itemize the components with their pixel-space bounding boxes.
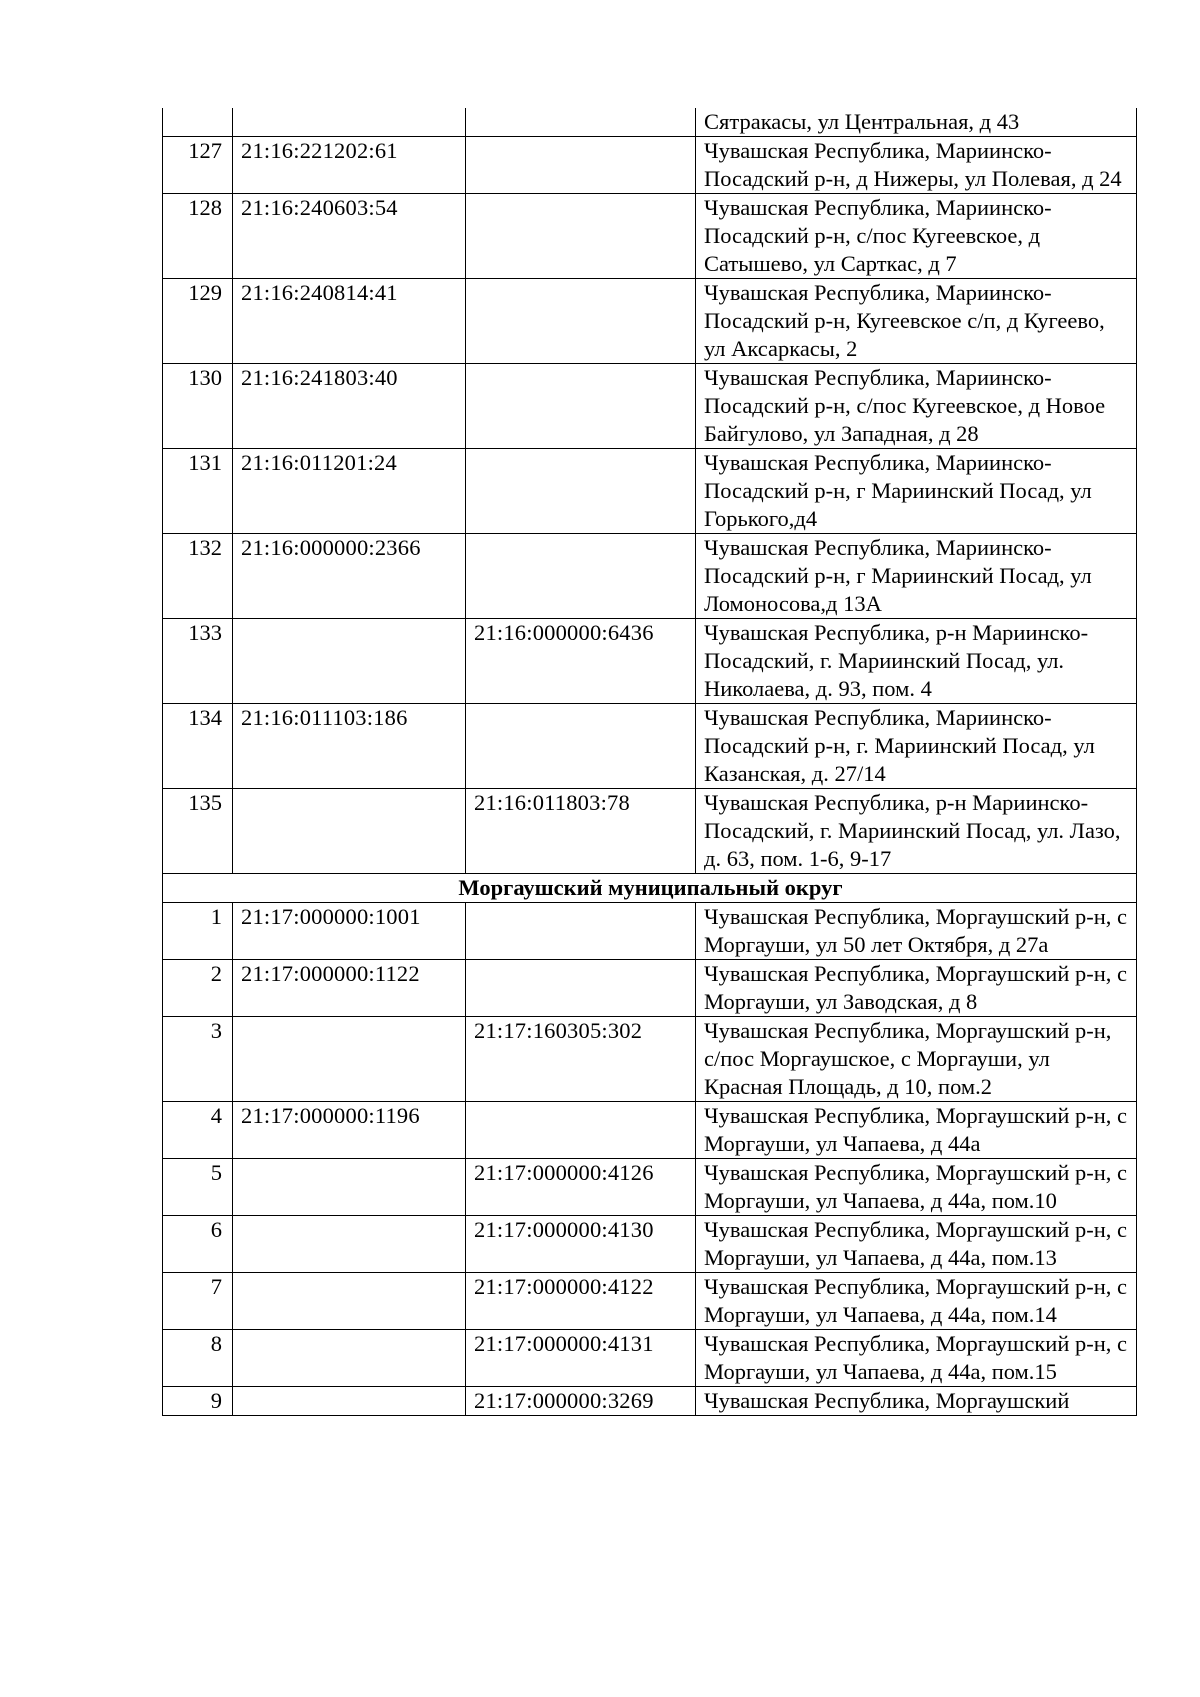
premise-cadastral-number [466,449,696,534]
address-cell: Сятракасы, ул Центральная, д 43 [696,108,1137,137]
table-body [163,108,1137,1416]
premise-cadastral-number [466,704,696,789]
row-number: 128 [163,194,233,279]
premise-cadastral-number: 21:17:000000:3269 [466,1387,696,1416]
table-row [163,619,1137,704]
building-cadastral-number: 21:16:240603:54 [233,194,466,279]
building-cadastral-number [233,108,466,137]
address-cell: Чувашская Республика, Моргаушский р-н, с Моргауши, ул Заводская, д 8 [696,960,1137,1017]
table-row [163,137,1137,194]
row-number: 135 [163,789,233,874]
table-row [163,789,1137,874]
premise-cadastral-number: 21:16:011803:78 [466,789,696,874]
address-cell: Чувашская Республика, Мариинско-Посадский р-н, с/пос Кугеевское, д Сатышево, ул Сарткас, д 7 [696,194,1137,279]
table-row [163,1330,1137,1387]
premise-cadastral-number: 21:17:000000:4131 [466,1330,696,1387]
table-row [163,534,1137,619]
table-row [163,108,1137,137]
building-cadastral-number: 21:17:000000:1196 [233,1102,466,1159]
table-row [163,449,1137,534]
table-row [163,903,1137,960]
address-cell: Чувашская Республика, Моргаушский р-н, с/пос Моргаушское, с Моргауши, ул Красная Площадь, д 10, пом.2 [696,1017,1137,1102]
premise-cadastral-number: 21:17:160305:302 [466,1017,696,1102]
building-cadastral-number [233,1330,466,1387]
table-row [163,1273,1137,1330]
table-row [163,704,1137,789]
premise-cadastral-number [466,194,696,279]
table-row [163,194,1137,279]
building-cadastral-number: 21:16:240814:41 [233,279,466,364]
building-cadastral-number: 21:17:000000:1122 [233,960,466,1017]
property-registry-table [162,108,1137,1416]
row-number: 132 [163,534,233,619]
address-cell: Чувашская Республика, Мариинско-Посадский р-н, с/пос Кугеевское, д Новое Байгулово, ул Западная, д 28 [696,364,1137,449]
address-cell: Чувашская Республика, Мариинско-Посадский р-н, г Мариинский Посад, ул Ломоносова,д 13А [696,534,1137,619]
address-cell: Чувашская Республика, Мариинско-Посадский р-н, г. Мариинский Посад, ул Казанская, д. 27/14 [696,704,1137,789]
premise-cadastral-number [466,534,696,619]
row-number: 129 [163,279,233,364]
table-row [163,1387,1137,1416]
building-cadastral-number: 21:16:011103:186 [233,704,466,789]
row-number: 1 [163,903,233,960]
building-cadastral-number [233,1387,466,1416]
building-cadastral-number [233,1216,466,1273]
table-row [163,960,1137,1017]
premise-cadastral-number [466,903,696,960]
address-cell: Чувашская Республика, Мариинско-Посадский р-н, г Мариинский Посад, ул Горького,д4 [696,449,1137,534]
address-cell: Чувашская Республика, Моргаушский [696,1387,1137,1416]
table-row [163,364,1137,449]
premise-cadastral-number [466,108,696,137]
row-number: 7 [163,1273,233,1330]
address-cell: Чувашская Республика, Мариинско-Посадский р-н, д Нижеры, ул Полевая, д 24 [696,137,1137,194]
address-cell: Чувашская Республика, Моргаушский р-н, с Моргауши, ул Чапаева, д 44а [696,1102,1137,1159]
building-cadastral-number: 21:16:000000:2366 [233,534,466,619]
address-cell: Чувашская Республика, р-н Мариинско-Посадский, г. Мариинский Посад, ул. Николаева, д. 93, пом. 4 [696,619,1137,704]
building-cadastral-number [233,1159,466,1216]
premise-cadastral-number: 21:17:000000:4130 [466,1216,696,1273]
premise-cadastral-number [466,137,696,194]
row-number: 3 [163,1017,233,1102]
section-header-row [163,874,1137,903]
table-row [163,1017,1137,1102]
row-number: 4 [163,1102,233,1159]
building-cadastral-number: 21:16:011201:24 [233,449,466,534]
row-number: 5 [163,1159,233,1216]
premise-cadastral-number [466,364,696,449]
row-number: 127 [163,137,233,194]
row-number: 6 [163,1216,233,1273]
address-cell: Чувашская Республика, Моргаушский р-н, с Моргауши, ул Чапаева, д 44а, пом.10 [696,1159,1137,1216]
address-cell: Чувашская Республика, Моргаушский р-н, с Моргауши, ул Чапаева, д 44а, пом.15 [696,1330,1137,1387]
section-title: Моргаушский муниципальный округ [163,874,1137,903]
building-cadastral-number [233,1017,466,1102]
table-row [163,1216,1137,1273]
building-cadastral-number: 21:16:221202:61 [233,137,466,194]
premise-cadastral-number [466,1102,696,1159]
building-cadastral-number: 21:16:241803:40 [233,364,466,449]
address-cell: Чувашская Республика, р-н Мариинско-Посадский, г. Мариинский Посад, ул. Лазо, д. 63, пом. 1-6, 9-17 [696,789,1137,874]
table-row [163,1159,1137,1216]
building-cadastral-number [233,789,466,874]
address-cell: Чувашская Республика, Моргаушский р-н, с Моргауши, ул Чапаева, д 44а, пом.13 [696,1216,1137,1273]
row-number: 2 [163,960,233,1017]
premise-cadastral-number: 21:16:000000:6436 [466,619,696,704]
address-cell: Чувашская Республика, Мариинско-Посадский р-н, Кугеевское с/п, д Кугеево, ул Аксаркасы, 2 [696,279,1137,364]
building-cadastral-number: 21:17:000000:1001 [233,903,466,960]
row-number: 133 [163,619,233,704]
table-row [163,1102,1137,1159]
row-number [163,108,233,137]
building-cadastral-number [233,619,466,704]
premise-cadastral-number: 21:17:000000:4126 [466,1159,696,1216]
row-number: 131 [163,449,233,534]
row-number: 8 [163,1330,233,1387]
row-number: 9 [163,1387,233,1416]
row-number: 130 [163,364,233,449]
row-number: 134 [163,704,233,789]
premise-cadastral-number [466,960,696,1017]
address-cell: Чувашская Республика, Моргаушский р-н, с Моргауши, ул Чапаева, д 44а, пом.14 [696,1273,1137,1330]
premise-cadastral-number: 21:17:000000:4122 [466,1273,696,1330]
table-row [163,279,1137,364]
building-cadastral-number [233,1273,466,1330]
premise-cadastral-number [466,279,696,364]
address-cell: Чувашская Республика, Моргаушский р-н, с Моргауши, ул 50 лет Октября, д 27а [696,903,1137,960]
